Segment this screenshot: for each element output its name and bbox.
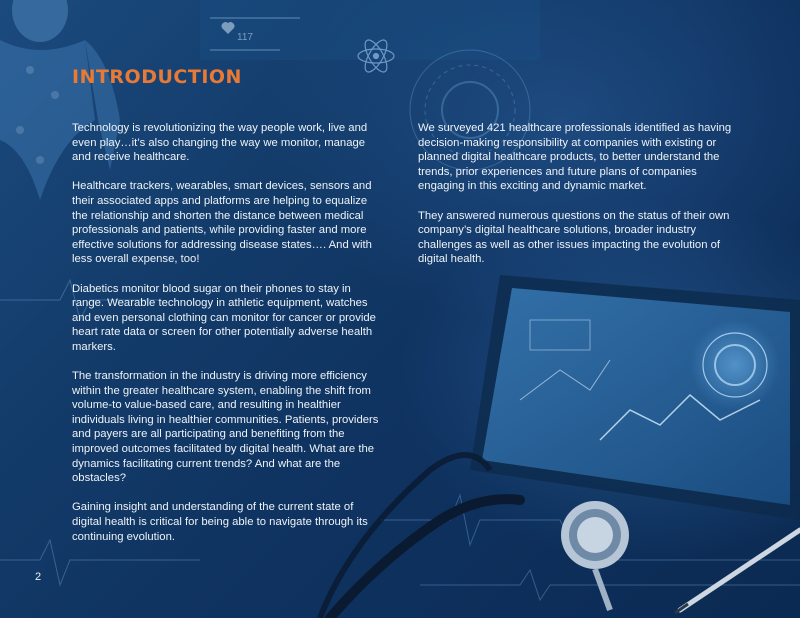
tablet-device-icon bbox=[470, 275, 800, 520]
left-column bbox=[72, 121, 382, 559]
paragraph: We surveyed 421 healthcare professionals identified as having decision-making responsibility at companies with existing or planned digital healthcare products, to better understand the trends, prior experiences and future plans of companies engaging in this exciting and dynamic market. bbox=[418, 122, 732, 193]
page-title: INTRODUCTION bbox=[72, 66, 242, 88]
monitor-readout bbox=[200, 0, 540, 60]
paragraph: Healthcare trackers, wearables, smart devices, sensors and their associated apps and platforms are helping to equalize the relationship and shorten the distance between medical professionals and patients, while providing faster and more effective solutions for addressing disease states…. And with less overall expense, too! bbox=[72, 180, 372, 266]
paragraph: They answered numerous questions on the status of their own company’s digital healthcare solutions, broader industry challenges as well as other issues impacting the evolution of digital health. bbox=[418, 209, 730, 266]
paragraph: Technology is revolutionizing the way people work, live and even play…it’s also changing the way we monitor, manage and receive healthcare. bbox=[72, 122, 368, 164]
heart-rate-readout: 117 bbox=[237, 32, 253, 43]
pen-icon bbox=[675, 530, 800, 613]
paragraph: Diabetics monitor blood sugar on their phones to stay in range. Wearable technology in athletic equipment, watches and even personal clothing can monitor for cancer or provide heart rate data or screen for other potentially adverse health markers. bbox=[72, 282, 376, 353]
paragraph: The transformation in the industry is driving more efficiency within the greater healthcare system, enabling the shift from volume-to value-based care, and resulting in healthier individuals living in healthier communities. Patients, providers and payers are all participating and benefiting from the improved outcomes facilitated by digital health. What are the dynamics facilitating current trends? And what are the obstacles? bbox=[72, 370, 379, 485]
paragraph: Gaining insight and understanding of the current state of digital health is critical for being able to navigate through its continuing evolution. bbox=[72, 501, 368, 543]
right-column bbox=[418, 121, 736, 282]
page-number: 2 bbox=[35, 571, 42, 583]
